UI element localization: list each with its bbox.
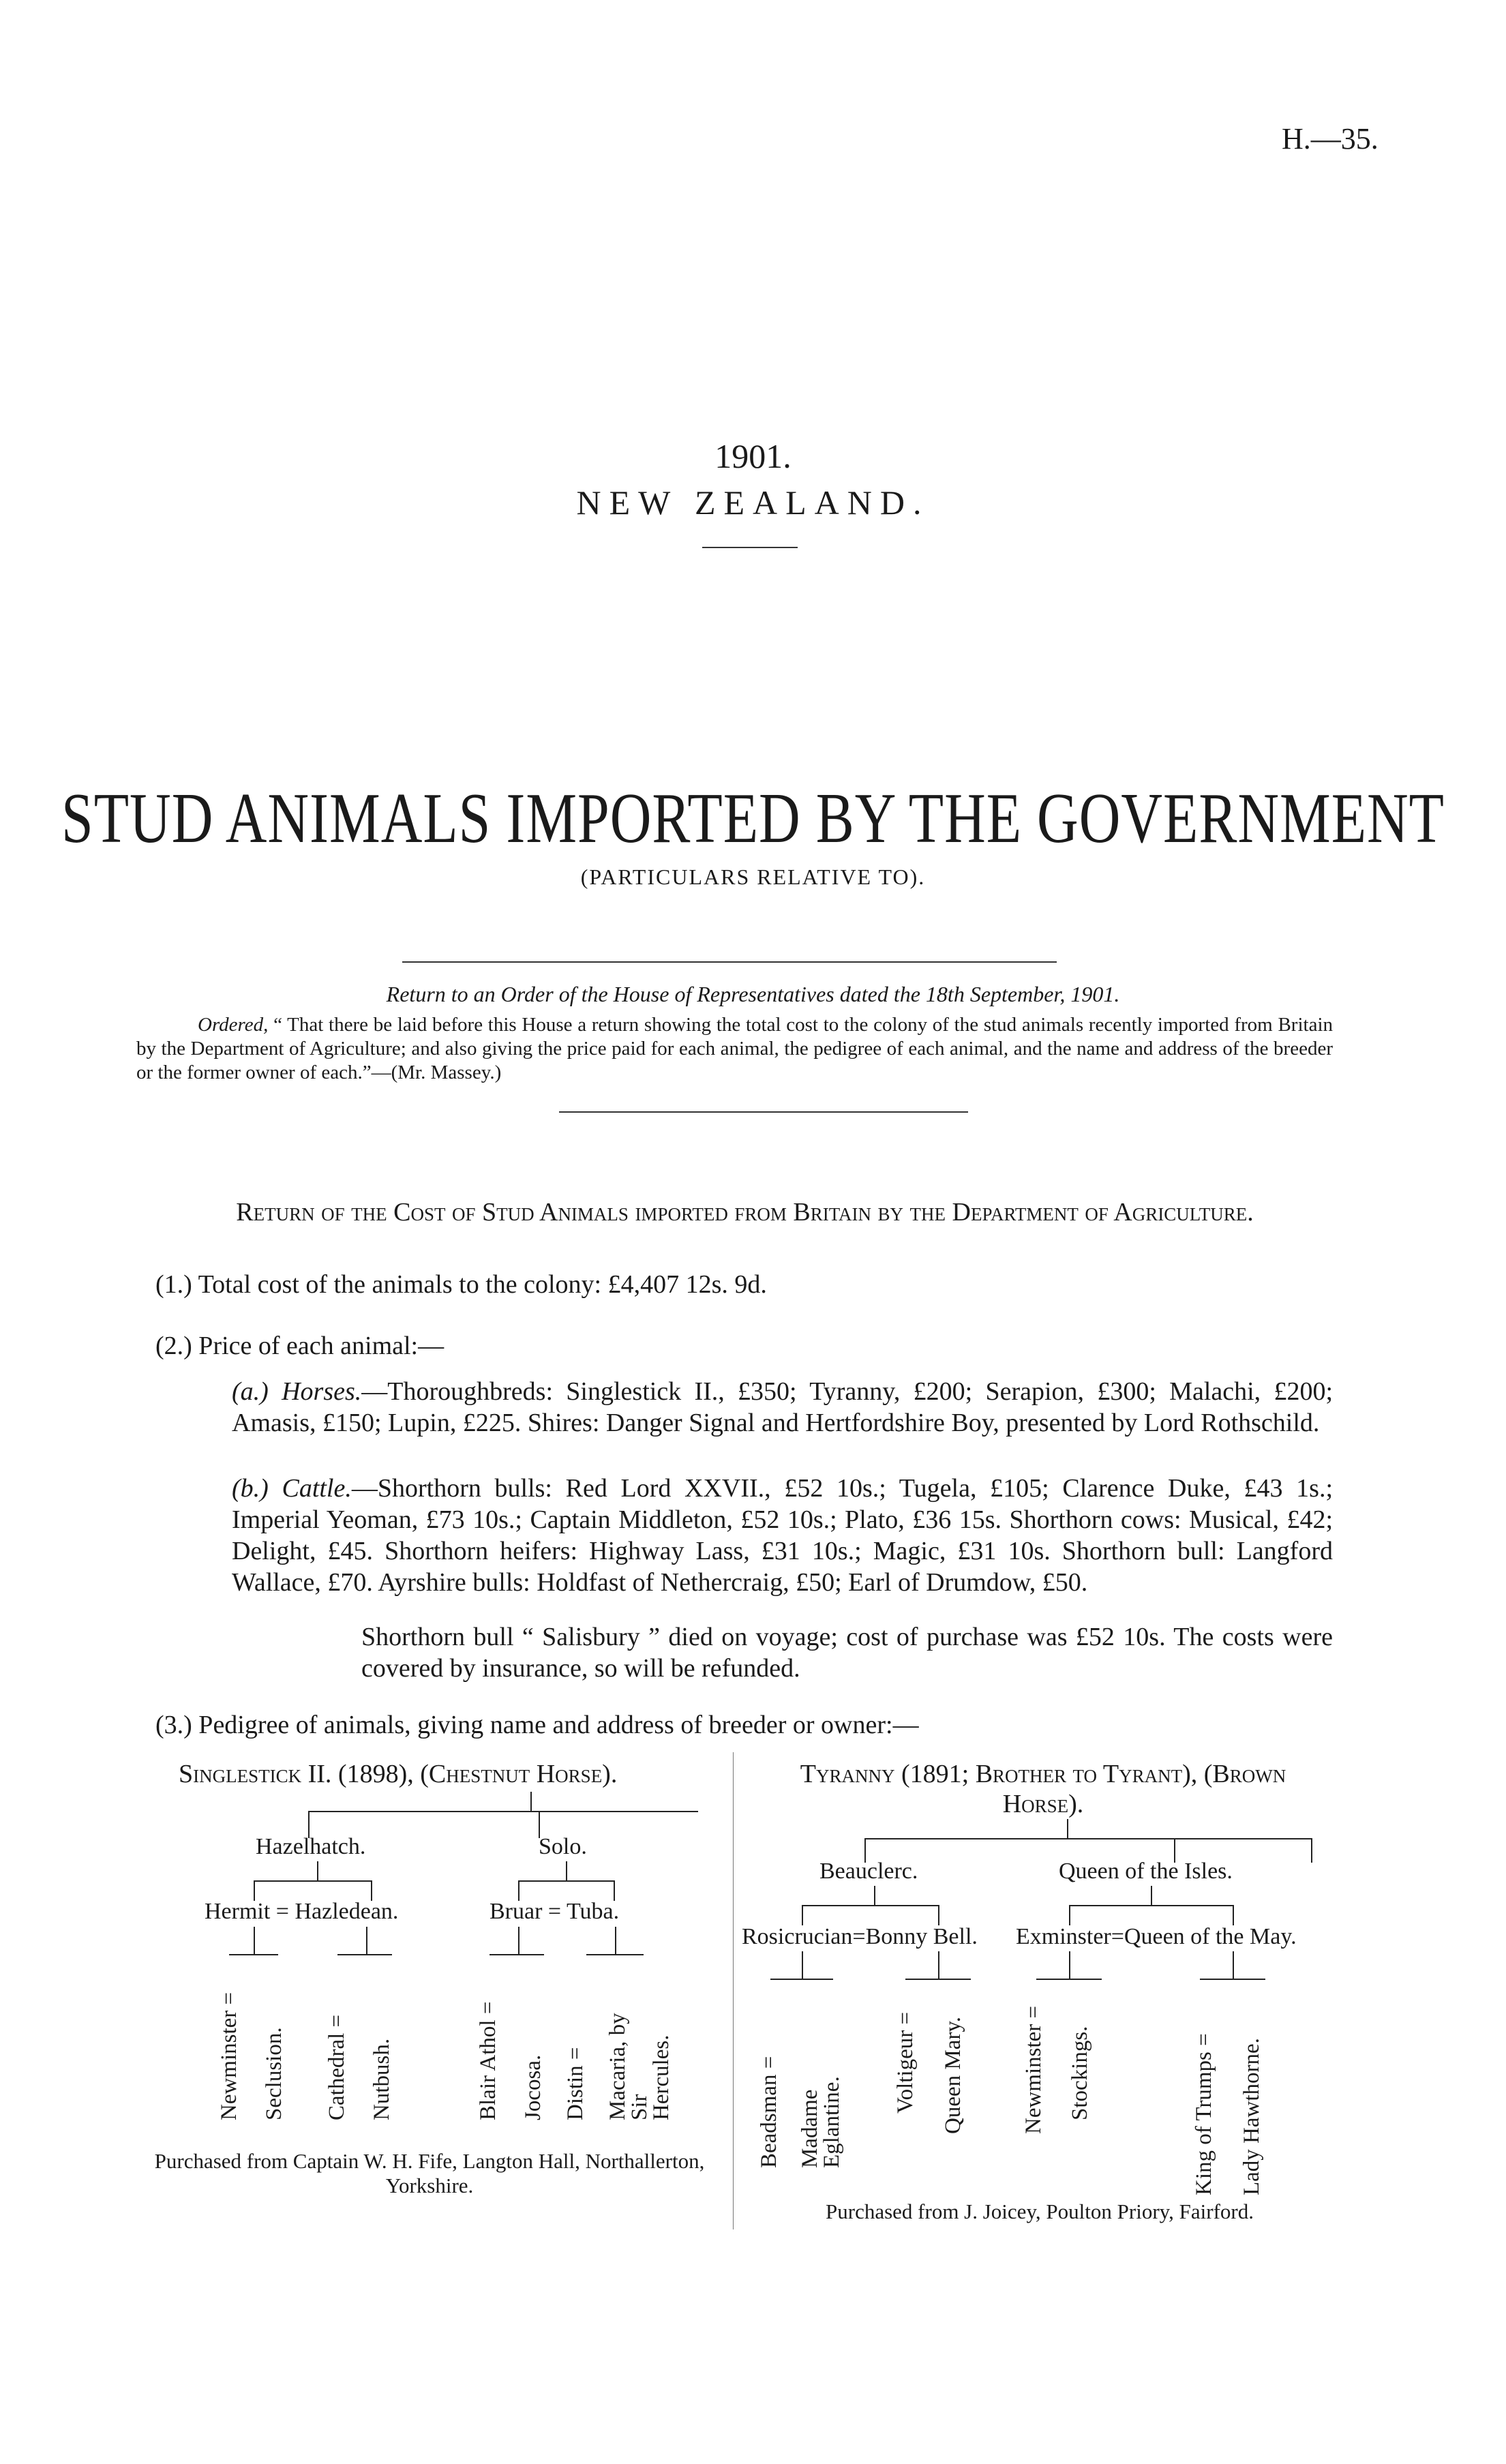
ped-left-grandsires-1: Hermit = Hazledean. [205, 1899, 399, 1924]
horses-text: —Thoroughbreds: Singlestick II., £350; Tyranny, £200; Serapion, £300; Malachi, £200; Amasis, £150; Lupin, £225. Shires: Danger Signal and Hertfordshire Boy, presented by Lord Rothschild. [232, 1377, 1334, 1437]
item-1-total-cost: (1.) Total cost of the animals to the colony: £4,407 12s. 9d. [155, 1270, 767, 1299]
ped-right-line [1233, 1905, 1234, 1925]
ped-left-line [371, 1880, 372, 1901]
ped-right-g8: Lady Hawthorne. [1239, 2038, 1264, 2195]
ped-left-line [566, 1861, 567, 1880]
ped-left-line [615, 1927, 616, 1954]
ped-left-line [254, 1880, 255, 1901]
ped-right-line [1069, 1951, 1070, 1979]
subtitle: (PARTICULARS RELATIVE TO). [580, 865, 926, 889]
country: NEW ZEALAND. [576, 483, 930, 522]
ped-right-line [1311, 1838, 1312, 1863]
return-order-line: Return to an Order of the House of Representatives dated the 18th September, 1901. [386, 982, 1120, 1006]
ped-left-root-line [530, 1792, 532, 1811]
ped-right-grandsires-2: Exminster=Queen of the May. [1016, 1924, 1297, 1949]
ped-left-g2: Seclusion. [262, 2027, 286, 2120]
pedigree-right-title-text: Tyranny (1891; Brother to Tyrant), (Brown Horse). [800, 1760, 1286, 1818]
ped-left-line [586, 1954, 644, 1955]
ped-right-g5: Newminster = [1021, 2005, 1046, 2134]
ped-right-line [1067, 1819, 1068, 1838]
ped-right-line [770, 1979, 833, 1980]
ped-right-grandsires-1: Rosicrucian=Bonny Bell. [742, 1924, 978, 1949]
ped-right-line [905, 1979, 971, 1980]
ped-right-g6: Stockings. [1068, 2026, 1092, 2120]
item-2a-horses [232, 1376, 1333, 1439]
title-divider-short [702, 547, 798, 548]
salisbury-note: Shorthorn bull “ Salisbury ” died on voyage; cost of purchase was £52 10s. The costs were covered by insurance, so will be refunded. [361, 1623, 1333, 1683]
ped-right-sire: Beauclerc. [819, 1859, 918, 1884]
ped-right-dam: Queen of the Isles. [1059, 1859, 1233, 1884]
pedigree-right-title [757, 1759, 1329, 1819]
ped-right-line [1036, 1979, 1102, 1980]
ped-right-g3: Voltigeur = [893, 2011, 918, 2114]
ped-right-line [1069, 1905, 1070, 1925]
ped-right-line [802, 1905, 938, 1906]
ped-right-line [802, 1951, 803, 1979]
ped-left-line [366, 1927, 367, 1954]
ped-right-g1: Beadsman = [757, 2056, 781, 2168]
main-title: STUD ANIMALS IMPORTED BY THE GOVERNMENT [61, 779, 1445, 858]
ped-right-line [874, 1886, 875, 1905]
ped-left-dam: Solo. [539, 1834, 587, 1859]
ped-left-line [518, 1927, 519, 1954]
order-divider-bottom [559, 1111, 968, 1113]
ped-right-line [864, 1838, 1311, 1839]
horses-label: (a.) Horses. [232, 1377, 362, 1406]
year: 1901. [714, 437, 792, 475]
column-divider [733, 1752, 734, 2229]
ordered-text: “ That there be laid before this House a return showing the total cost to the colony of the stud animals recently imported from Britain by the Department of Agriculture; and also giving the price paid for each animal, the pedigree of each animal, and the name and address of the breeder or the former owner of each.”—(Mr. Massey.) [136, 1014, 1334, 1083]
ped-left-g1: Newminster = [217, 1992, 241, 2120]
ped-left-line [254, 1927, 255, 1954]
item-2-heading: (2.) Price of each animal:— [155, 1332, 445, 1360]
ped-left-purchased: Purchased from Captain W. H. Fife, Langton Hall, Northallerton, Yorkshire. [154, 2149, 705, 2197]
ped-left-g8: Macaria, by Sir Hercules. [605, 2013, 674, 2120]
ped-left-line [317, 1861, 318, 1880]
ped-right-line [938, 1905, 939, 1925]
ped-right-line [802, 1905, 803, 1925]
ped-left-sire: Hazelhatch. [256, 1834, 366, 1859]
ped-left-g3: Cathedral = [325, 2014, 349, 2120]
ped-left-root-hline [308, 1811, 698, 1812]
ped-right-g4: Queen Mary. [941, 2017, 965, 2134]
ped-left-line [490, 1954, 544, 1955]
ped-left-g7: Distin = [563, 2047, 588, 2120]
ped-left-g6: Jocosa. [521, 2054, 545, 2120]
ped-right-line [1151, 1886, 1152, 1905]
ped-left-g4: Nutbush. [370, 2038, 394, 2120]
ordered-label: Ordered, [198, 1014, 269, 1036]
ped-right-g7: King of Trumps = [1192, 2033, 1216, 2195]
item-2b-cattle [232, 1473, 1333, 1598]
ped-left-line [254, 1880, 371, 1882]
ped-left-line [518, 1880, 614, 1882]
order-divider-top [402, 961, 1057, 963]
ordered-paragraph [136, 1013, 1333, 1085]
ped-right-purchased: Purchased from J. Joicey, Poulton Priory, Fairford. [826, 2199, 1254, 2223]
ped-right-line [1200, 1979, 1265, 1980]
pedigree-left-title: Singlestick II. (1898), (Chestnut Horse). [179, 1760, 618, 1788]
ped-right-g2: Madame Eglantine. [798, 2076, 844, 2168]
return-heading: Return of the Cost of Stud Animals imported from Britain by the Department of Agriculture. [236, 1198, 1254, 1227]
item-3-heading: (3.) Pedigree of animals, giving name and address of breeder or owner:— [155, 1711, 919, 1739]
ped-left-g5: Blair Athol = [476, 2001, 500, 2120]
page-reference: H.—35. [1282, 122, 1379, 155]
ped-left-line [518, 1880, 519, 1901]
ped-right-line [1069, 1905, 1233, 1906]
cattle-label: (b.) Cattle. [232, 1474, 352, 1503]
cattle-text: —Shorthorn bulls: Red Lord XXVII., £52 10s.; Tugela, £105; Clarence Duke, £43 1s.; Imperial Yeoman, £73 10s.; Captain Middleton, £52 10s.; Plato, £36 15s. Shorthorn cows: Musical, £42; Delight, £45. Shorthorn heifers: Highway Lass, £31 10s.; Magic, £31 10s. Shorthorn bull: Langford Wallace, £70. Ayrshire bulls: Holdfast of Nethercraig, £50; Earl of Drumdow, £50. [232, 1474, 1333, 1597]
ped-left-line [337, 1954, 392, 1955]
ped-right-line [938, 1951, 939, 1979]
ped-left-line [229, 1954, 278, 1955]
ped-right-line [1233, 1951, 1234, 1979]
ped-left-line [614, 1880, 615, 1901]
ped-left-grandsires-2: Bruar = Tuba. [490, 1899, 620, 1924]
